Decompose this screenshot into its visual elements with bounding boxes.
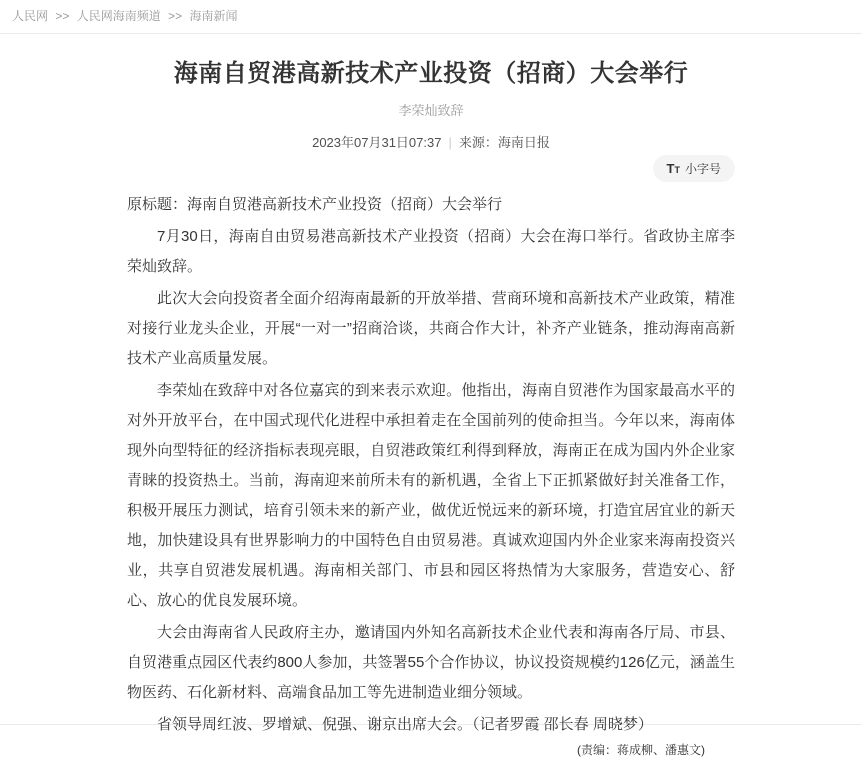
article-content-column (127, 58, 735, 759)
breadcrumb-separator: >> (55, 9, 70, 23)
article-toolbar (127, 155, 735, 182)
article-paragraph: 省领导周红波、罗增斌、倪强、谢京出席大会。（记者罗霞 邵长春 周晓梦） (157, 716, 653, 733)
article-paragraph: 此次大会向投资者全面介绍海南最新的开放举措、营商环境和高新技术产业政策，精准对接行业龙头企业，开展“一对一”招商洽谈，共商合作大计，补齐产业链条，推动海南高新技术产业高质量发展。 (127, 290, 735, 367)
breadcrumb (0, 0, 862, 33)
source-label: 来源： (458, 135, 498, 150)
article-paragraph: 李荣灿在致辞中对各位嘉宾的到来表示欢迎。他指出，海南自贸港作为国家最高水平的对外开放平台，在中国式现代化进程中承担着走在全国前列的使命担当。今年以来，海南体现外向型特征的经济指标表现亮眼，自贸港政策红利得到释放，海南正在成为国内外企业家青睐的投资热土。当前，海南迎来前所未有的新机遇，全省上下正抓紧做好封关准备工作，积极开展压力测试，培育引领未来的新产业，做优近悦远来的新环境，打造宜居宜业的新天地，加快建设具有世界影响力的中国特色自由贸易港。真诚欢迎国内外企业家来海南投资兴业，共享自贸港发展机遇。海南相关部门、市县和园区将热情为大家服务，营造安心、舒心、放心的优良发展环境。 (127, 382, 735, 609)
article-paragraph: 大会由海南省人民政府主办，邀请国内外知名高新技术企业代表和海南各厅局、市县、自贸港重点园区代表约800人参加，共签署55个合作协议，协议投资规模约126亿元，涵盖生物医药、石化新材料、高端食品加工等先进制造业细分领域。 (127, 624, 735, 701)
article-subtitle: 李荣灿致辞 (398, 103, 464, 118)
original-title-line: 原标题：海南自贸港高新技术产业投资（招商）大会举行 (127, 196, 503, 213)
editor-credit: (责编：蒋成柳、潘惠文) (577, 743, 705, 757)
article-meta (127, 134, 735, 151)
meta-separator: | (448, 135, 452, 150)
header-divider (0, 33, 862, 34)
article-paragraph: 7月30日，海南自由贸易港高新技术产业投资（招商）大会在海口举行。省政协主席李荣灿致辞。 (127, 228, 735, 275)
publish-date: 2023年07月31日07:37 (312, 135, 442, 150)
font-size-button[interactable] (653, 155, 735, 182)
font-size-icon: T T (666, 161, 680, 176)
source-link[interactable]: 海南日报 (497, 135, 550, 150)
font-size-label: 小字号 (684, 162, 721, 176)
page-title: 海南自贸港高新技术产业投资（招商）大会举行 (173, 60, 689, 87)
article-body (127, 190, 735, 740)
breadcrumb-link-hainan-news[interactable]: 海南新闻 (189, 9, 238, 23)
breadcrumb-separator: >> (168, 9, 183, 23)
breadcrumb-link-hainan-channel[interactable]: 人民网海南频道 (76, 9, 161, 23)
breadcrumb-link-peoples-daily[interactable]: 人民网 (12, 9, 49, 23)
